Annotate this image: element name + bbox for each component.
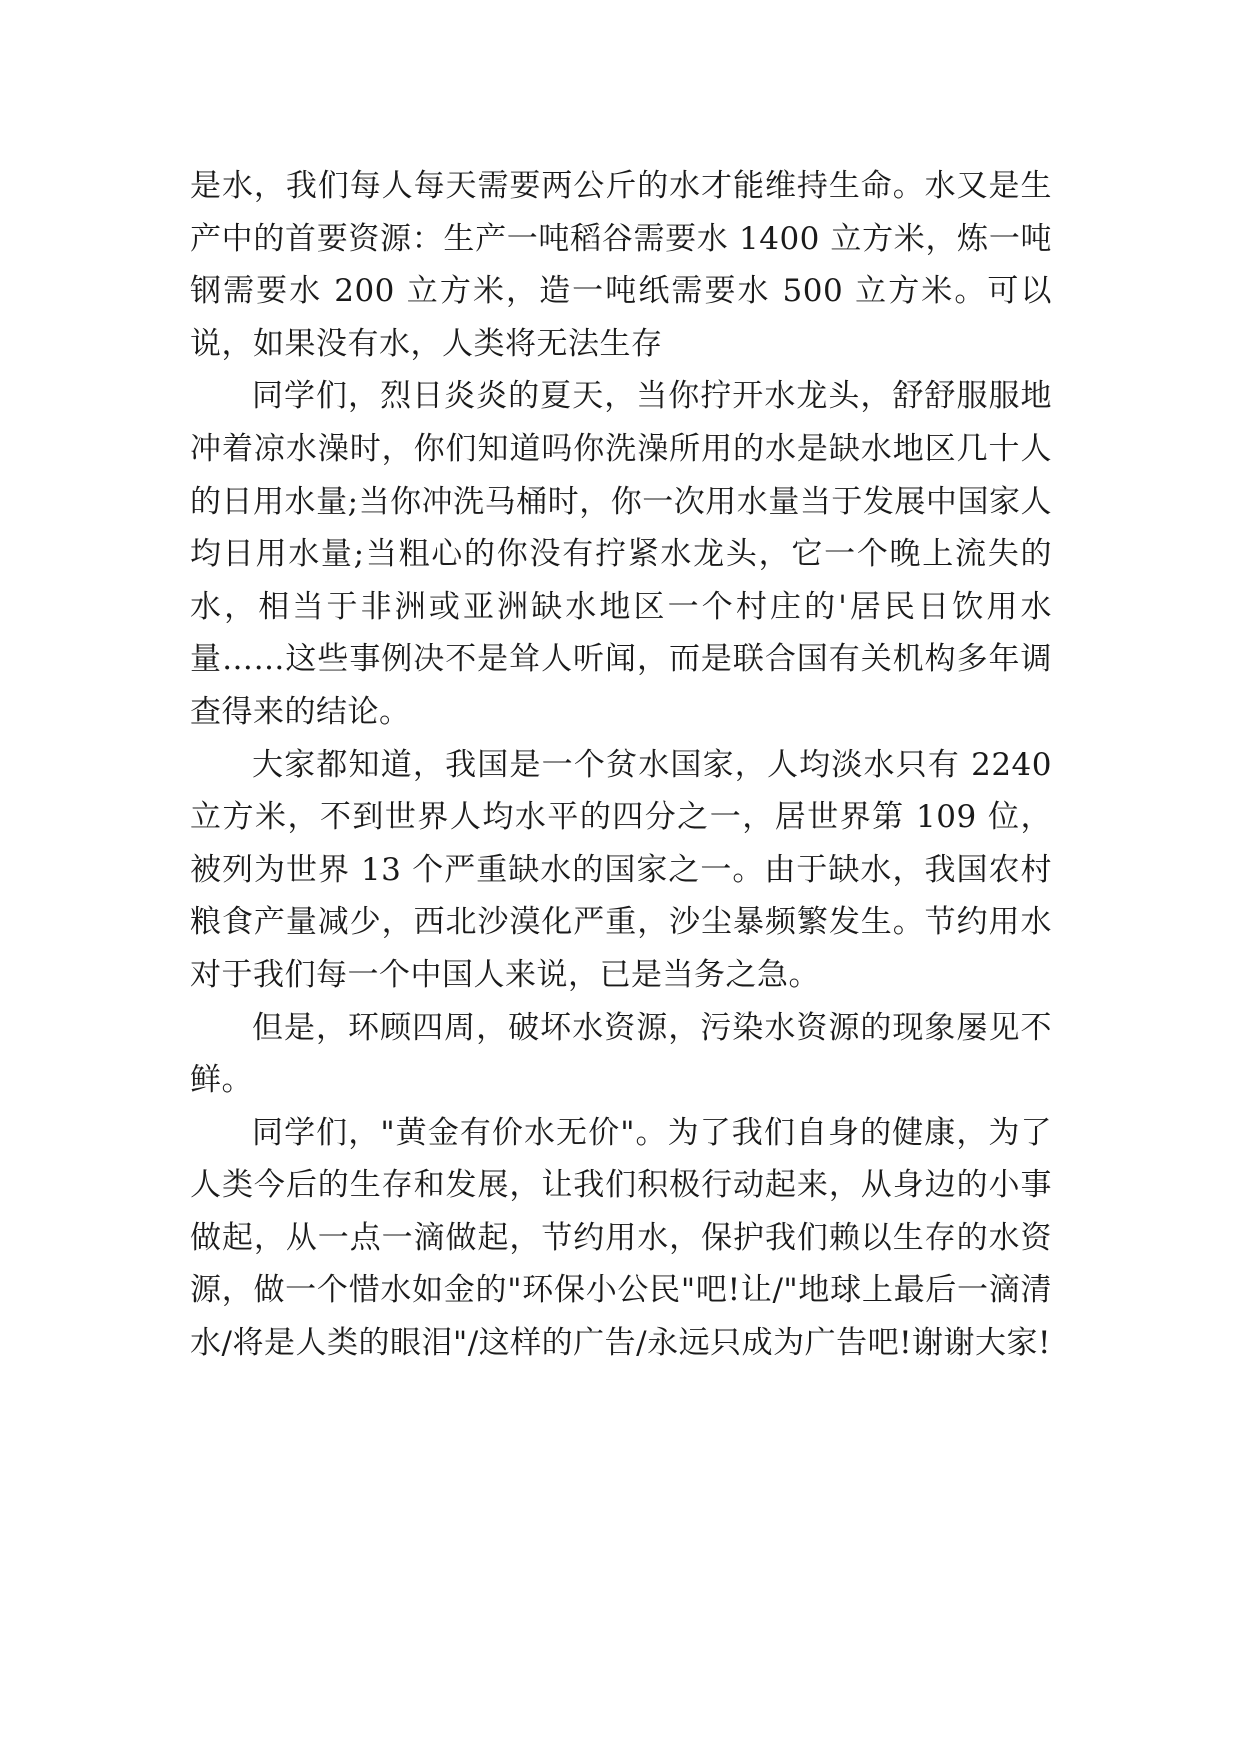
document-body xyxy=(190,160,1052,1370)
paragraph-call-to-action: 同学们，"黄金有价水无价"。为了我们自身的健康，为了人类今后的生存和发展，让我们积极行动起来，从身边的小事做起，从一点一滴做起，节约用水，保护我们赖以生存的水资源，做一个惜水如金的"环保小公民"吧!让/"地球上最后一滴清水/将是人类的眼泪"/这样的广告/永远只成为广告吧!谢谢大家! xyxy=(190,1114,1052,1362)
paragraph-water-scarcity: 大家都知道，我国是一个贫水国家，人均淡水只有 2240 立方米，不到世界人均水平的四分之一，居世界第 109 位，被列为世界 13 个严重缺水的国家之一。由于缺水，我国农村粮食产量减少，西北沙漠化严重，沙尘暴频繁发生。节约用水对于我们每一个中国人来说，已是当务之急。 xyxy=(190,746,1052,993)
paragraph-continuation: 是水，我们每人每天需要两公斤的水才能维持生命。水又是生产中的首要资源：生产一吨稻谷需要水 1400 立方米，炼一吨钢需要水 200 立方米，造一吨纸需要水 500 立方米。可以说，如果没有水，人类将无法生存 xyxy=(190,168,1052,362)
paragraph-pollution: 但是，环顾四周，破坏水资源，污染水资源的现象屡见不鲜。 xyxy=(190,1009,1052,1099)
paragraph-summer-water-use: 同学们，烈日炎炎的夏天，当你拧开水龙头，舒舒服服地冲着凉水澡时，你们知道吗你洗澡所用的水是缺水地区几十人的日用水量;当你冲洗马桶时，你一次用水量当于发展中国家人均日用水量;当粗心的你没有拧紧水龙头，它一个晚上流失的水，相当于非洲或亚洲缺水地区一个村庄的'居民日饮用水量……这些事例决不是耸人听闻，而是联合国有关机构多年调查得来的结论。 xyxy=(190,378,1052,730)
